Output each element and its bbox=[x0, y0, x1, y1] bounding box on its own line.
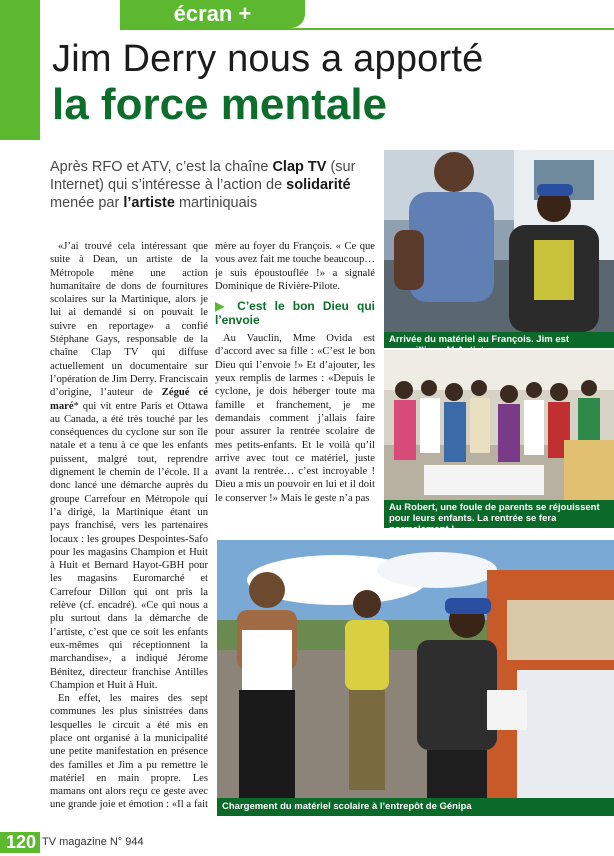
article-paragraph: mère au foyer du François. « Ce que vous avez fait me touche beaucoup… je suis époustouflée !» a signalé Dominique de Rivière-Pilote. bbox=[215, 241, 375, 292]
section-tab: écran + bbox=[120, 0, 305, 28]
photo-loading bbox=[217, 540, 614, 798]
title-line-1: Jim Derry nous a apporté bbox=[52, 38, 484, 80]
lead-text: (sur Internet) qui s’intéresse à l’action de bbox=[50, 159, 356, 193]
left-accent-bar bbox=[0, 0, 40, 140]
article-paragraph: En effet, les maires des sept communes les plus sinistrées dans lesquelles le circuit a été mis en place ont organisé à la municipalité une petite manifestation en présence des familles et Jim a pu remettre le matériel en main propre. Les mamans ont alors reçu ce geste avec une grande joie et émotion : «Il a fait bbox=[50, 693, 208, 811]
triangle-icon: ▶ bbox=[215, 299, 230, 314]
caption-photo-arrival: Arrivée du matériel au François. Jim est bbox=[384, 332, 614, 348]
magazine-issue: TV magazine N° 944 bbox=[42, 836, 144, 848]
article-paragraph bbox=[50, 240, 208, 692]
lead-text: menée par bbox=[50, 195, 124, 211]
album-title: Zégué cé maré bbox=[50, 387, 208, 412]
header-rule bbox=[120, 28, 614, 30]
caption-photo-loading: Chargement du matériel scolaire à l’entrepôt de Génipa bbox=[217, 798, 614, 816]
caption-photo-crowd: Au Robert, une foule de parents se réjouissent pour leurs enfants. La rentrée se fera normalement ! bbox=[384, 500, 614, 528]
page-footer bbox=[0, 828, 614, 856]
lead-bold: Clap TV bbox=[272, 159, 327, 175]
lead-paragraph bbox=[50, 158, 375, 212]
subhead-text: C’est le bon Dieu qui l’envoie bbox=[215, 299, 375, 328]
lead-text: Après RFO et ATV, c’est la chaîne bbox=[50, 159, 273, 175]
article-column-1 bbox=[50, 240, 208, 812]
lead-text: martiniquais bbox=[174, 195, 258, 211]
article-paragraph: Au Vauclin, Mme Ovida est d’accord avec sa fille : «C’est le bon Dieu qui l’envoie !» Et d’ajouter, les yeux remplis de larmes : «Depuis le cyclone, je dois héberger toute ma famille et franchement, je me demandais comment j’allais faire pour assurer la rentrée scolaire de mes petits-enfants. Et le voilà qu’il arrive avec tout ce matériel, juste avant la rentrée… c’est incroyable ! Dieu a mis un pouvoir en lui et il doit le conserver !» Mais le geste n’a pas bbox=[215, 333, 375, 504]
article-text: «J’ai trouvé cela intéressant que suite à Dean, un artiste de la Métropole mène une action humanitaire de dons de fournitures scolaires sur la Martinique, alors je lui ai demandé si on pouvait le suivre en reportage» a confié Stéphane Gays, responsable de la chaîne Clap TV qui diffuse actuellement un documentaire sur l’opération de Jim Derry. Franciscain d’origine, l’auteur de bbox=[50, 241, 208, 399]
photo-arrival bbox=[384, 150, 614, 332]
lead-bold: solidarité bbox=[286, 177, 351, 193]
lead-bold: l’artiste bbox=[123, 195, 175, 211]
page-number: 120 bbox=[0, 832, 40, 853]
photo-crowd bbox=[384, 350, 614, 500]
article-text: * qui vit entre Paris et Ottawa au Canada, a été très touché par les conséquences du cyclone sur son île natale et a tenu à ce que les enfants puissent, malgré tout, reprendre dignement le chemin de l’école. Il a donc lancé une démarche auprès du groupe Carrefour en Métropole qui l’a dirigé, la Martinique étant un pays franchisé, vers les partenaires locaux : les groupes Despointes-Safo pour les magasins Champion et Huit à Huit et Bernard Hayot-GBH pour les magasins Euromarché et Carrefour Dillon qui ont pris la relève (cf. encadré). «Ce qui nous a plu surtout dans la démarche de l’artiste, c’est que ce soit les enfants eux-mêmes qui réceptionnent la marchandise», a indiqué Jérome Bénitez, directeur franchise Antilles Champion et Huit à Huit. bbox=[50, 400, 208, 691]
article-subhead bbox=[215, 299, 375, 327]
article-column-2 bbox=[215, 240, 375, 532]
title-line-2: la force mentale bbox=[52, 80, 388, 129]
